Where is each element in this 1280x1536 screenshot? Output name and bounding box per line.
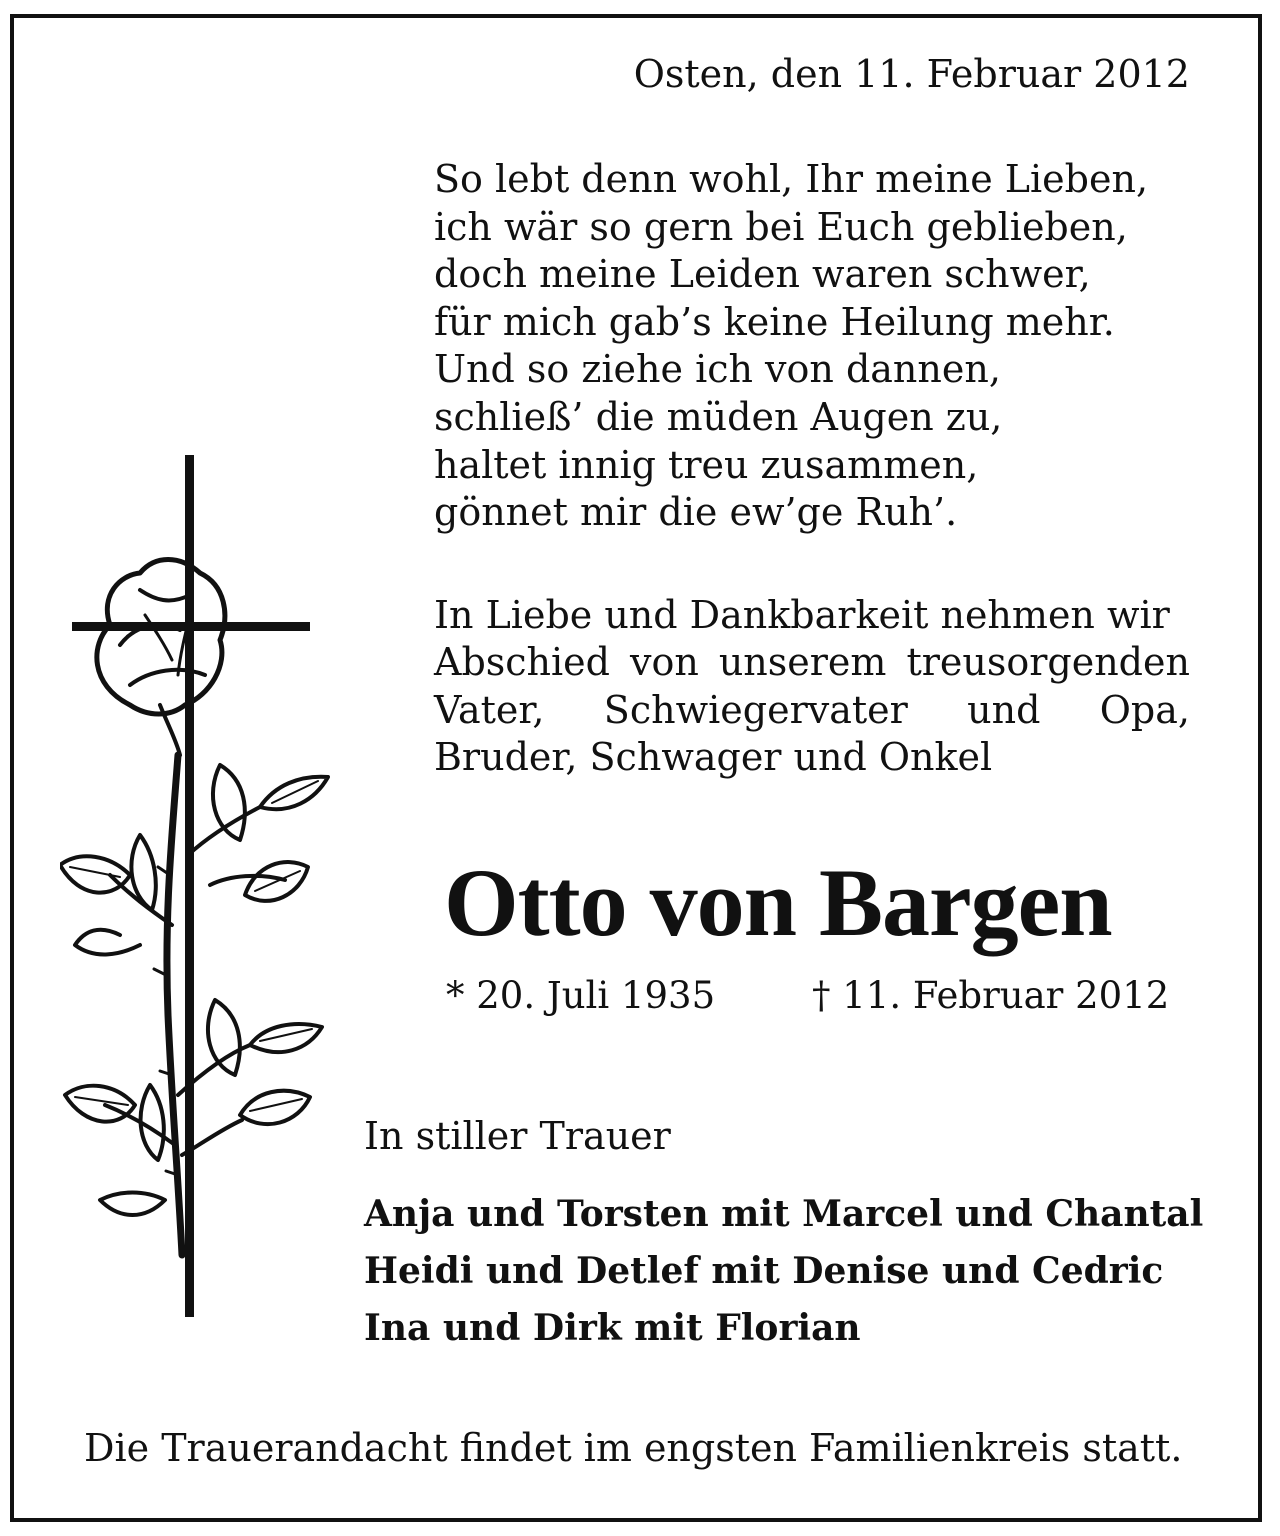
poem-line: ich wär so gern bei Euch geblieben, bbox=[434, 204, 1128, 249]
poem-line: Und so ziehe ich von dannen, bbox=[434, 347, 1001, 392]
intro-word: Vater, bbox=[434, 687, 545, 732]
mourners-list bbox=[364, 1186, 1203, 1357]
birth-date: * 20. Juli 1935 bbox=[446, 974, 716, 1017]
intro-word: Opa, bbox=[1099, 687, 1190, 732]
intro-text bbox=[434, 592, 1190, 781]
intro-line bbox=[434, 687, 1190, 734]
footer-note: Die Trauerandacht findet im engsten Familienkreis statt. bbox=[84, 1426, 1183, 1470]
intro-line bbox=[434, 639, 1190, 686]
deceased-name: Otto von Bargen bbox=[444, 849, 1112, 956]
poem-line: So lebt denn wohl, Ihr meine Lieben, bbox=[434, 157, 1149, 201]
mourner-family: Anja und Torsten mit Marcel und Chantal bbox=[364, 1193, 1204, 1235]
intro-word: Abschied bbox=[434, 640, 610, 685]
mourner-family: Heidi und Detlef mit Denise und Cedric bbox=[364, 1250, 1164, 1292]
poem-line: für mich gab’s keine Heilung mehr. bbox=[434, 299, 1115, 344]
intro-word: unserem bbox=[718, 640, 887, 685]
intro-line: Bruder, Schwager und Onkel bbox=[434, 734, 993, 779]
poem-line: haltet innig treu zusammen, bbox=[434, 442, 979, 487]
poem-line: schließ’ die müden Augen zu, bbox=[434, 394, 1003, 439]
poem-line: gönnet mir die ew’ge Ruh’. bbox=[434, 490, 958, 535]
intro-word: Schwiegervater bbox=[603, 687, 908, 732]
intro-word: treusorgenden bbox=[906, 640, 1190, 685]
poem-line: doch meine Leiden waren schwer, bbox=[434, 252, 1091, 297]
poem bbox=[434, 156, 1194, 537]
cross-with-rose-icon bbox=[60, 455, 350, 1325]
intro-line: In Liebe und Dankbarkeit nehmen wir bbox=[434, 593, 1170, 637]
place-date: Osten, den 11. Februar 2012 bbox=[633, 52, 1190, 96]
mourning-line: In stiller Trauer bbox=[364, 1114, 671, 1158]
intro-word: und bbox=[967, 687, 1041, 732]
intro-word: von bbox=[630, 640, 699, 685]
death-date: † 11. Februar 2012 bbox=[812, 974, 1170, 1017]
mourner-family: Ina und Dirk mit Florian bbox=[364, 1307, 861, 1349]
